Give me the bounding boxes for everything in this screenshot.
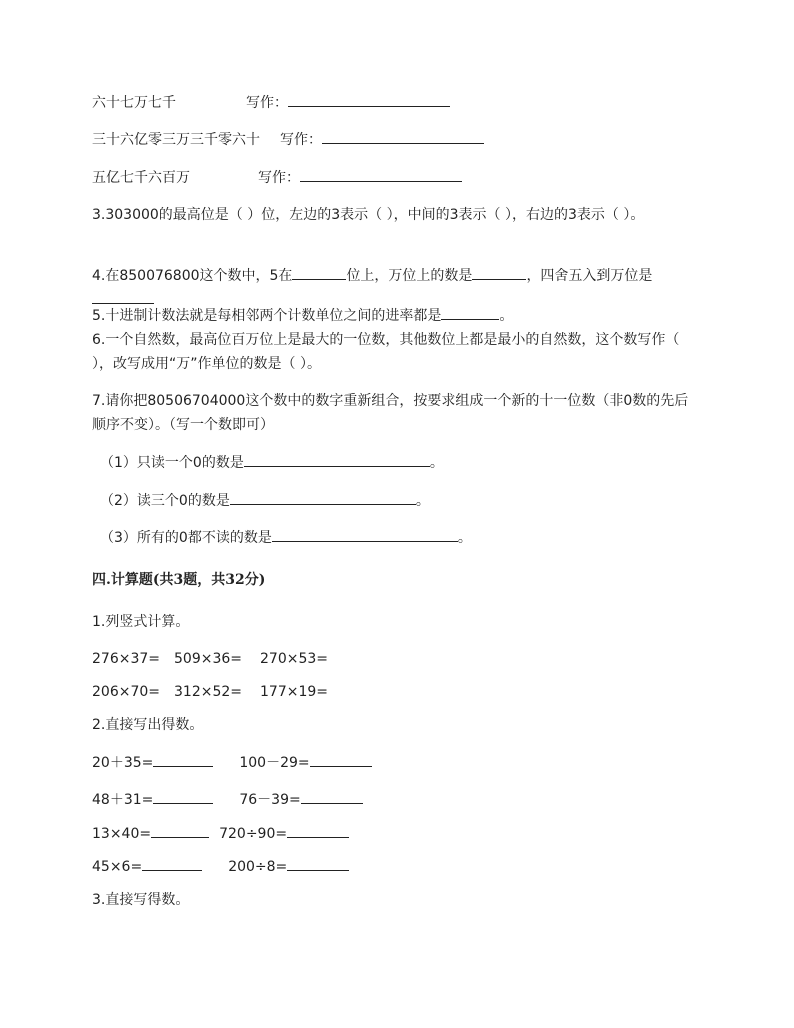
answer-blank[interactable] [230, 490, 416, 505]
q5-text: 5.十进制计数法就是每相邻两个计数单位之间的进率都是 [92, 308, 442, 324]
calc-item: 206×70= [92, 684, 160, 700]
calc-item: 13×40= [92, 826, 152, 842]
number-words: 五亿七千六百万 [92, 170, 190, 186]
answer-blank[interactable] [153, 789, 213, 804]
calc-item: 76－39= [239, 792, 301, 808]
question-3: 3.303000的最高位是（ ）位，左边的3表示（ ），中间的3表示（ ），右边的3表示（ ）。 [92, 207, 645, 223]
section-heading: 四.计算题(共3题，共32分) [92, 572, 266, 588]
q7-item-text: （3）所有的0都不读的数是 [100, 530, 272, 546]
writing-row-2 [92, 129, 484, 150]
write-label: 写作： [280, 132, 322, 148]
calc-1-title: 1.列竖式计算。 [92, 614, 190, 630]
answer-blank[interactable] [322, 129, 484, 144]
q7-item-3 [100, 527, 472, 548]
q7-item-2 [100, 490, 430, 511]
calc-2-title: 2.直接写出得数。 [92, 717, 204, 733]
answer-blank[interactable] [142, 856, 202, 871]
q7-item-end: 。 [457, 530, 472, 546]
answer-blank[interactable] [272, 527, 458, 542]
calc-item: 45×6= [92, 859, 143, 875]
answer-blank[interactable] [301, 789, 363, 804]
calc-item: 509×36= [174, 651, 242, 667]
q4-text-1: 4.在850076800这个数中，5在 [92, 268, 293, 284]
number-words: 三十六亿零三万三千零六十 [92, 132, 260, 148]
calc-item: 200÷8= [228, 859, 288, 875]
write-label: 写作： [258, 170, 300, 186]
answer-blank[interactable] [287, 856, 349, 871]
calc-item: 20＋35= [92, 755, 154, 771]
q4-text-3: ，四舍五入到万位是 [526, 268, 653, 284]
q7-item-1 [100, 452, 444, 473]
calc-2-row-3 [92, 823, 349, 844]
question-5 [92, 305, 513, 326]
q7-item-text: （1）只读一个0的数是 [100, 455, 244, 471]
calc-1-row-2 [92, 682, 328, 702]
q5-end: 。 [499, 308, 514, 324]
calc-item: 48＋31= [92, 792, 154, 808]
calc-item: 177×19= [260, 684, 328, 700]
answer-blank[interactable] [292, 265, 346, 280]
calc-item: 312×52= [174, 684, 242, 700]
question-6: 6.一个自然数，最高位百万位上是最大的一位数，其他数位上都是最小的自然数，这个数写作（ ），改写成用“万”作单位的数是（ ）。 [92, 332, 680, 372]
calc-item: 270×53= [260, 651, 328, 667]
write-label: 写作： [246, 95, 288, 111]
writing-row-3 [92, 167, 462, 188]
question-7: 7.请你把80506704000这个数中的数字重新组合，按要求组成一个新的十一位数（非0数的先后顺序不变）。（写一个数即可） [92, 393, 689, 433]
calc-2-row-4 [92, 856, 349, 877]
q4-text-2: 位上，万位上的数是 [346, 268, 473, 284]
calc-1-row-1 [92, 649, 328, 669]
answer-blank[interactable] [151, 823, 209, 838]
q7-item-end: 。 [415, 493, 430, 509]
answer-blank[interactable] [472, 265, 526, 280]
answer-blank[interactable] [441, 305, 499, 320]
calc-3-title: 3.直接写得数。 [92, 892, 190, 908]
answer-blank[interactable] [310, 752, 372, 767]
answer-blank[interactable] [288, 92, 450, 107]
answer-blank[interactable] [244, 452, 430, 467]
q7-item-text: （2）读三个0的数是 [100, 493, 230, 509]
calc-item: 720÷90= [219, 826, 288, 842]
calc-2-row-1 [92, 752, 372, 773]
number-words: 六十七万七千 [92, 95, 176, 111]
calc-item: 100－29= [239, 755, 310, 771]
calc-2-row-2 [92, 789, 363, 810]
writing-row-1 [92, 92, 450, 113]
calc-item: 276×37= [92, 651, 160, 667]
answer-blank[interactable] [300, 167, 462, 182]
answer-blank[interactable] [92, 289, 154, 304]
answer-blank[interactable] [153, 752, 213, 767]
answer-blank[interactable] [287, 823, 349, 838]
q7-item-end: 。 [429, 455, 444, 471]
